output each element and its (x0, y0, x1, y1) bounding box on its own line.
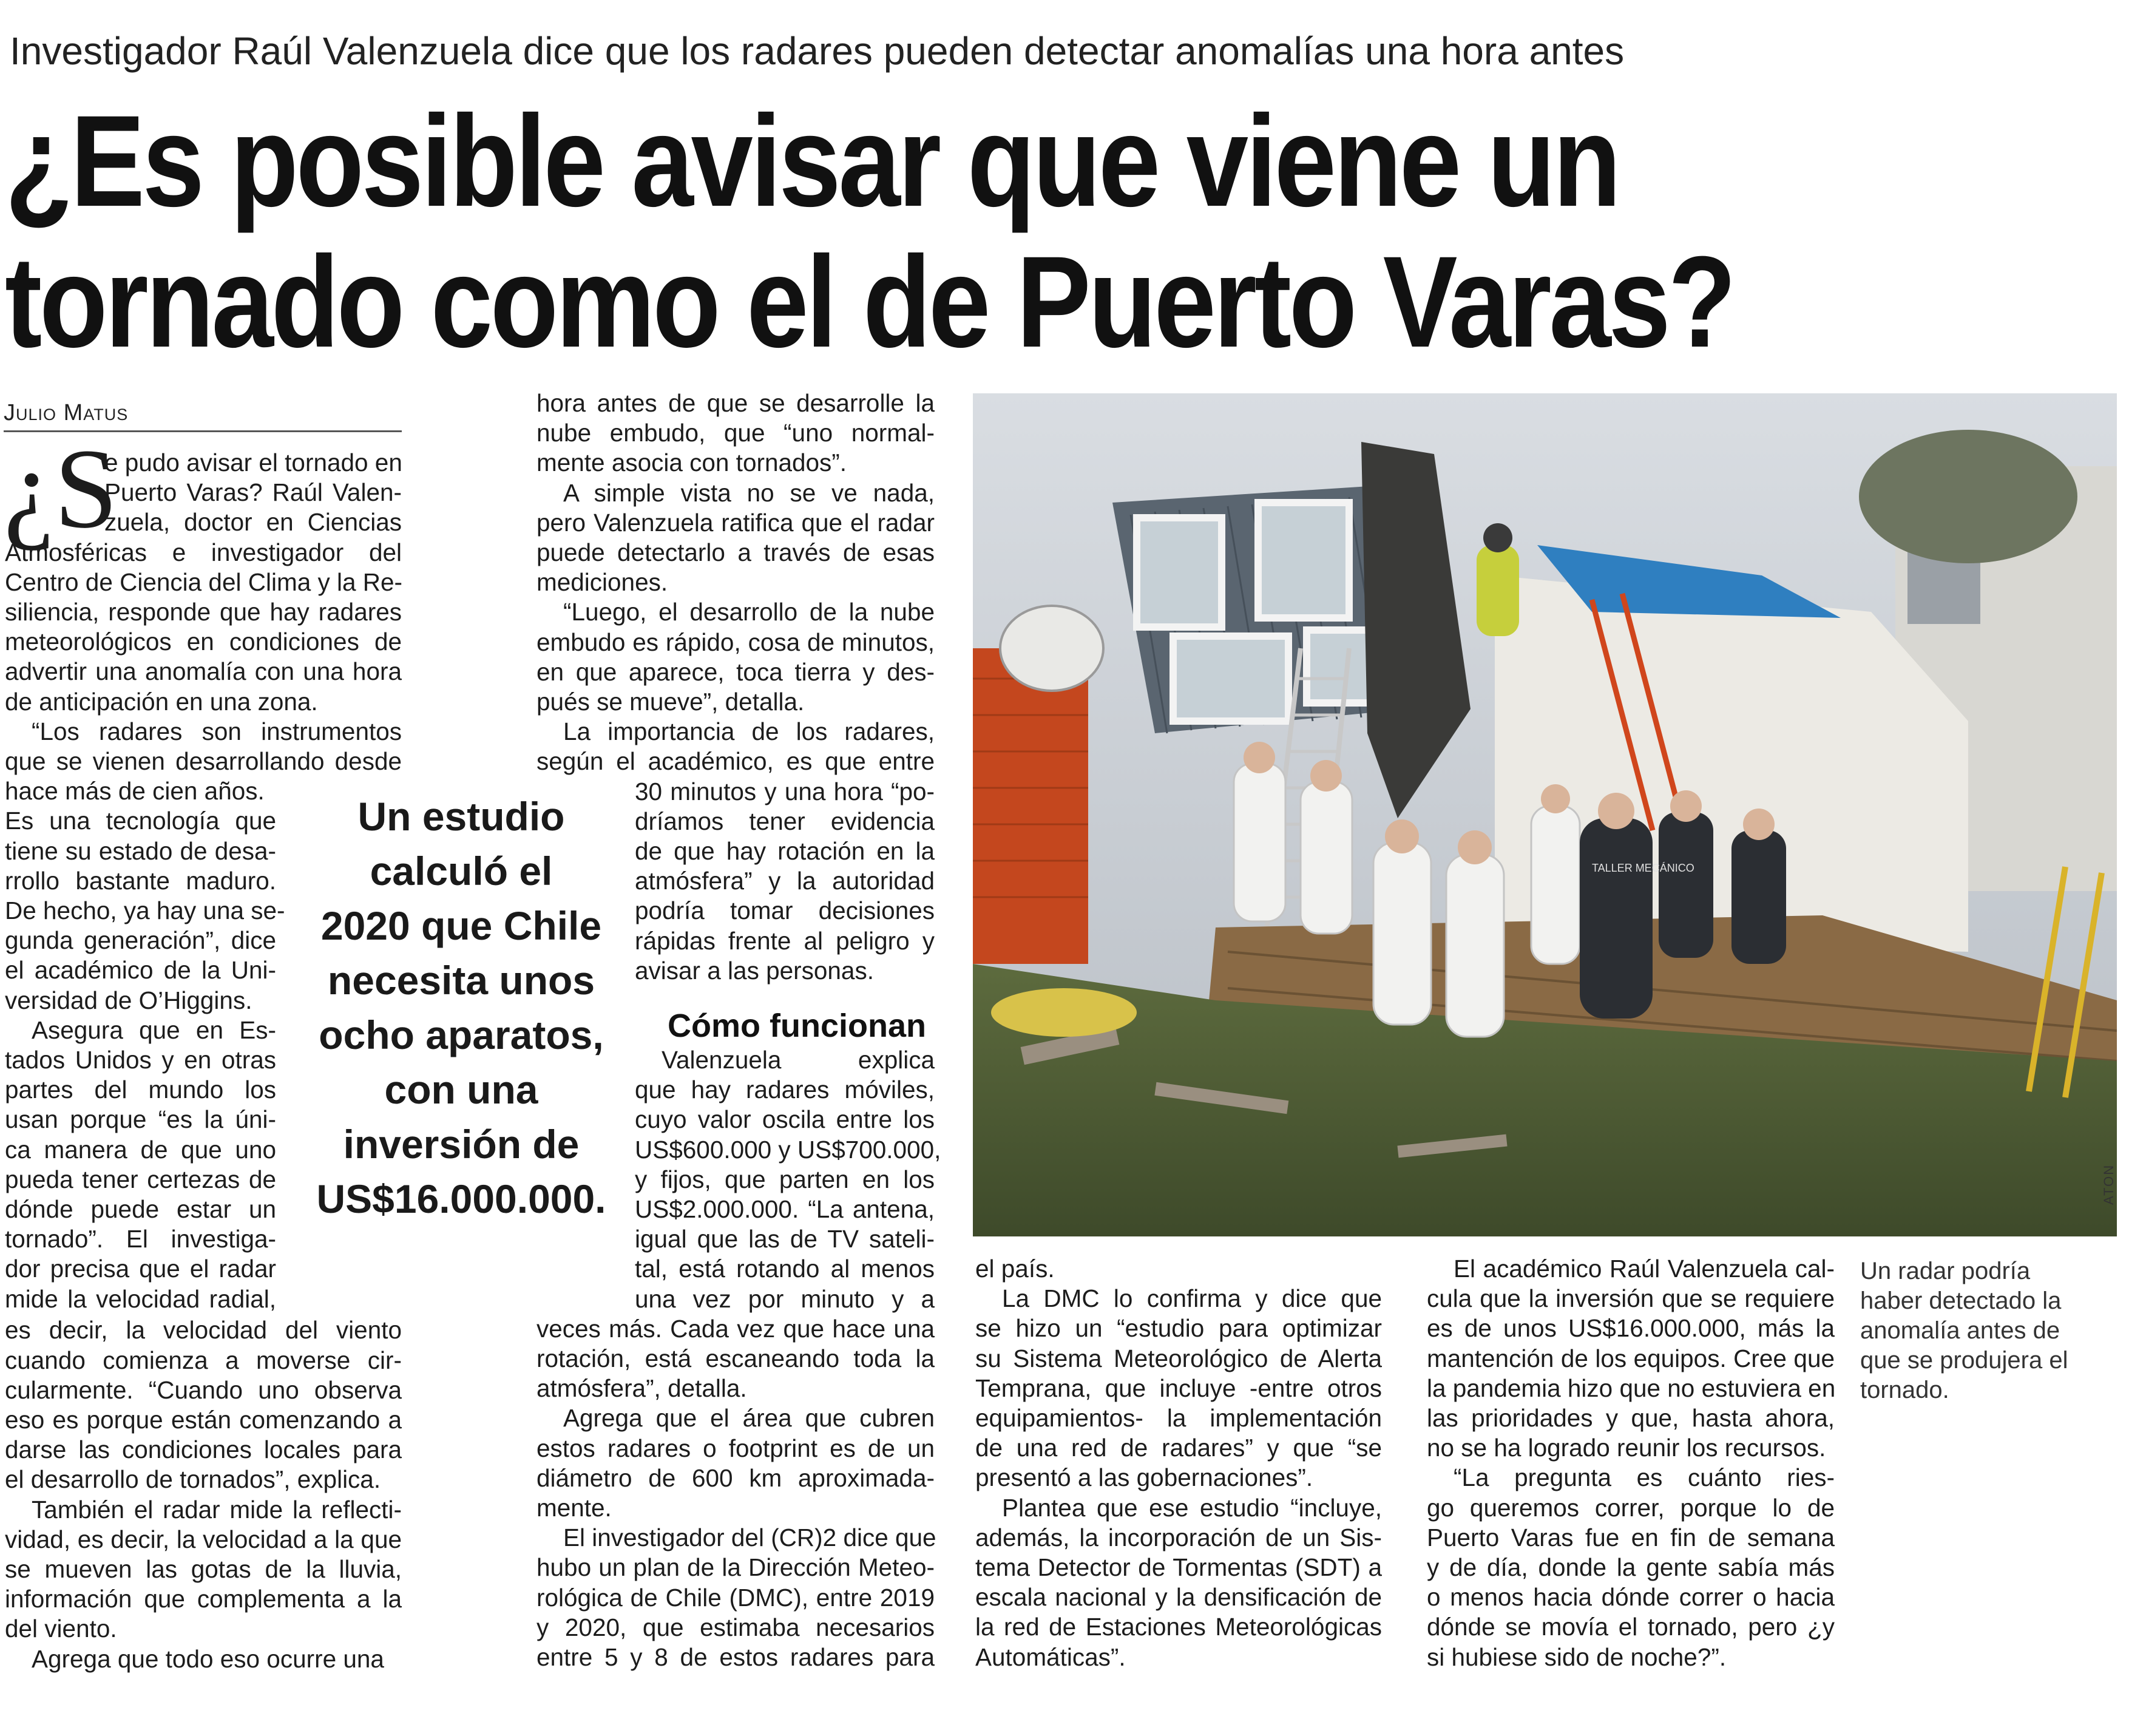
text-line: se hizo un “estudio para optimizar (975, 1314, 1382, 1343)
text-line: rológica de Chile (DMC), entre 2019 (536, 1583, 935, 1612)
text-line: nube embudo, que “uno normal- (536, 419, 935, 447)
byline: Julio Matus (4, 398, 402, 432)
text-line: cuando comienza a moverse cir- (5, 1346, 402, 1374)
text-line: según el académico, es que entre (536, 747, 935, 776)
text-line: si hubiese sido de noche?”. (1427, 1643, 1727, 1671)
text-line: darse las condiciones locales para (5, 1436, 402, 1464)
text-line: Agrega que el área que cubren (563, 1404, 935, 1433)
text-line: A simple vista no se ve nada, (563, 478, 935, 507)
text-line: mantención de los equipos. Cree que (1427, 1344, 1835, 1372)
text-line: gunda generación”, dice (5, 926, 276, 955)
text-line: De hecho, ya hay una se- (5, 897, 285, 924)
column-3 (975, 1254, 1382, 1672)
text-line: partes del mundo los (5, 1076, 276, 1104)
text-line: embudo es rápido, cosa de minutos, (536, 628, 935, 656)
text-line: Puerto Varas fue en fin de semana (1427, 1523, 1835, 1551)
text-line: dónde puede estar un (5, 1195, 276, 1224)
text-line: las prioridades y que, hasta ahora, (1427, 1404, 1835, 1433)
column-2-bottom (536, 1314, 935, 1672)
text-line: También el radar mide la reflecti- (32, 1495, 402, 1524)
photo-caption (1860, 1256, 2115, 1405)
column-2-narrow (635, 777, 935, 986)
text-line: además, la incorporación de un Sis- (975, 1523, 1382, 1551)
text-line: dríamos tener evidencia (635, 807, 935, 835)
text-line: usan porque “es la úni- (5, 1105, 276, 1134)
text-line: mente. (536, 1494, 612, 1522)
text-line: es de unos US$16.000.000, más la (1427, 1314, 1835, 1343)
text-line: tal, está rotando al menos (635, 1255, 935, 1283)
text-line: Puerto Varas? Raúl Valen- (104, 478, 402, 507)
text-line: 30 minutos y una hora “po- (635, 777, 935, 805)
text-line: del viento. (5, 1615, 117, 1643)
caption-line: que se produjera el (1860, 1347, 2068, 1374)
column-1-body (5, 538, 402, 807)
text-line: Agrega que todo eso ocurre una (32, 1644, 384, 1673)
text-line: Es una tecnología que (5, 807, 276, 835)
text-line: vidad, es decir, la velocidad a la que (5, 1525, 402, 1553)
headline (5, 89, 1734, 375)
text-line: Plantea que ese estudio “incluye, (1002, 1493, 1382, 1522)
pull-quote (303, 789, 619, 1226)
text-line: no se ha logrado reunir los recursos. (1427, 1434, 1826, 1462)
text-line: Valenzuela explica (662, 1046, 935, 1074)
text-line: Temprana, que incluye -entre otros (975, 1374, 1382, 1402)
text-line: versidad de O’Higgins. (5, 986, 252, 1014)
kicker: Investigador Raúl Valenzuela dice que los radares pueden detectar anomalías una hora antes (10, 29, 1625, 73)
caption-line: Un radar podría (1860, 1258, 2031, 1284)
text-line: la red de Estaciones Meteorológicas (975, 1613, 1382, 1641)
pull-quote-line: necesita unos (327, 958, 595, 1003)
text-line: La importancia de los radares, (563, 717, 935, 746)
caption-line: tornado. (1860, 1377, 1949, 1403)
text-line: o menos hacia dónde correr o hacia (1427, 1583, 1835, 1612)
text-line: hora antes de que se desarrolle la (536, 389, 935, 417)
pull-quote-line: con una (384, 1067, 538, 1112)
text-line: que hay radares móviles, (635, 1076, 935, 1104)
text-line: Centro de Ciencia del Clima y la Re- (5, 568, 403, 596)
column-1-top (104, 448, 402, 538)
text-line: atmósfera”, detalla. (536, 1374, 747, 1403)
text-line: el país. (975, 1255, 1055, 1283)
text-line: pero Valenzuela ratifica que el radar (536, 508, 935, 537)
pull-quote-line: Un estudio (357, 794, 565, 839)
text-line: US$600.000 y US$700.000, (635, 1135, 941, 1164)
text-line: veces más. Cada vez que hace una (536, 1314, 935, 1343)
text-line: mide la velocidad radial, (5, 1284, 276, 1313)
text-line: meteorológicos en condiciones de (5, 628, 402, 656)
column-2-narrow-b (635, 1045, 941, 1314)
text-line: atmósfera” y la autoridad (635, 867, 935, 895)
text-line: y fijos, que parten en los (635, 1165, 935, 1193)
text-line: La DMC lo confirma y dice que (1002, 1284, 1382, 1313)
text-line: pueda tener certezas de (5, 1165, 276, 1193)
text-line: Asegura que en Es- (32, 1015, 276, 1044)
text-line: Automáticas”. (975, 1643, 1126, 1671)
column-1-bottom (5, 1315, 402, 1673)
subhead-como-funcionan: Cómo funcionan (668, 1008, 926, 1044)
pull-quote-line: calculó el (370, 849, 553, 893)
text-line: igual que las de TV sateli- (635, 1225, 935, 1253)
text-line: avisar a las personas. (635, 956, 874, 985)
pull-quote-line: ocho aparatos, (319, 1012, 604, 1057)
text-line: y 2020, que estimaba necesarios (536, 1613, 935, 1641)
text-line: de anticipación en una zona. (5, 687, 318, 716)
column-2-top (536, 388, 935, 777)
text-line: su Sistema Meteorológico de Alerta (975, 1344, 1382, 1372)
text-line: puede detectarlo a través de esas (536, 538, 935, 567)
text-line: pués se mueve”, detalla. (536, 688, 805, 716)
text-line: ca manera de que uno (5, 1135, 276, 1164)
text-line: e pudo avisar el tornado en (104, 449, 402, 476)
caption-line: anomalía antes de (1860, 1317, 2060, 1344)
text-line: go queremos correr, porque lo de (1427, 1493, 1835, 1522)
text-line: zuela, doctor en Ciencias (104, 508, 402, 537)
text-line: en que aparece, toca tierra y des- (536, 657, 935, 686)
text-line: y de día, donde la gente sabía más (1427, 1553, 1835, 1582)
pull-quote-line: 2020 que Chile (320, 903, 602, 948)
text-line: El académico Raúl Valenzuela cal- (1454, 1255, 1835, 1283)
text-line: se mueven las gotas de la lluvia, (5, 1555, 402, 1584)
text-line: diámetro de 600 km aproximada- (536, 1463, 935, 1492)
text-line: rotación, está escaneando toda la (536, 1344, 935, 1372)
text-line: el académico de la Uni- (5, 956, 276, 985)
headline-line-2: tornado como el de Puerto Varas? (5, 229, 1734, 375)
text-line: “Los radares son instrumentos (32, 717, 402, 745)
text-line: equipamientos- la implementación (975, 1404, 1382, 1433)
caption-line: haber detectado la (1860, 1287, 2062, 1314)
photo-jacket-label: TALLER MECÁNICO (1592, 862, 1694, 874)
column-1-narrow (5, 806, 285, 1314)
pull-quote-line: inversión de (343, 1122, 580, 1167)
text-line: el desarrollo de tornados”, explica. (5, 1465, 381, 1494)
text-line: cularmente. “Cuando uno observa (5, 1375, 402, 1404)
text-line: cuyo valor oscila entre los (635, 1105, 935, 1134)
text-line: cula que la inversión que se requiere (1427, 1284, 1835, 1313)
text-line: rápidas frente al peligro y (635, 926, 935, 955)
text-line: dónde se movía el tornado, pero ¿y (1427, 1613, 1835, 1641)
text-line: tema Detector de Tormentas (SDT) a (975, 1553, 1382, 1582)
text-line: podría tomar decisiones (635, 897, 935, 925)
text-line: escala nacional y la densificación de (975, 1583, 1382, 1612)
text-line: US$2.000.000. “La antena, (635, 1195, 935, 1224)
photo-credit: ATON (2101, 1164, 2116, 1205)
text-line: que se vienen desarrollando desde (5, 747, 402, 776)
text-line: la pandemia hizo que no estuviera en (1427, 1374, 1836, 1402)
photo-illustration (973, 393, 2117, 1236)
text-line: una vez por minuto y a (635, 1284, 935, 1313)
text-line: advertir una anomalía con una hora (5, 657, 402, 686)
text-line: de una red de radares” y que “se (975, 1434, 1382, 1462)
text-line: “La pregunta es cuánto ries- (1454, 1463, 1835, 1492)
text-line: tiene su estado de desa- (5, 836, 276, 865)
drop-cap: ¿S (4, 425, 118, 552)
text-line: presentó a las gobernaciones”. (975, 1463, 1313, 1492)
text-line: hubo un plan de la Dirección Meteo- (536, 1553, 935, 1582)
text-line: “Luego, el desarrollo de la nube (563, 598, 935, 626)
text-line: entre 5 y 8 de estos radares para (536, 1643, 935, 1672)
headline-line-1: ¿Es posible avisar que viene un (5, 89, 1619, 234)
text-line: eso es porque están comenzando a (5, 1406, 402, 1434)
text-line: tornado”. El investiga- (5, 1225, 276, 1253)
text-line: Atmosféricas e investigador del (5, 538, 402, 566)
text-line: mente asocia con tornados”. (536, 449, 847, 477)
text-line: El investigador del (CR)2 dice que (563, 1524, 936, 1552)
text-line: dor precisa que el radar (5, 1255, 276, 1283)
text-line: de que hay rotación en la (635, 837, 935, 865)
text-line: rrollo bastante maduro. (5, 866, 276, 895)
text-line: información que complementa a la (5, 1585, 402, 1613)
text-line: tados Unidos y en otras (5, 1046, 276, 1074)
text-line: hace más de cien años. (5, 777, 265, 805)
photo-tornado-damage (973, 393, 2117, 1236)
text-line: estos radares o footprint es de un (536, 1434, 935, 1462)
text-line: mediciones. (536, 568, 668, 597)
text-line: siliencia, responde que hay radares (5, 598, 402, 626)
pull-quote-line: US$16.000.000. (316, 1176, 606, 1221)
column-4 (1427, 1254, 1835, 1672)
text-line: es decir, la velocidad del viento (5, 1316, 402, 1344)
